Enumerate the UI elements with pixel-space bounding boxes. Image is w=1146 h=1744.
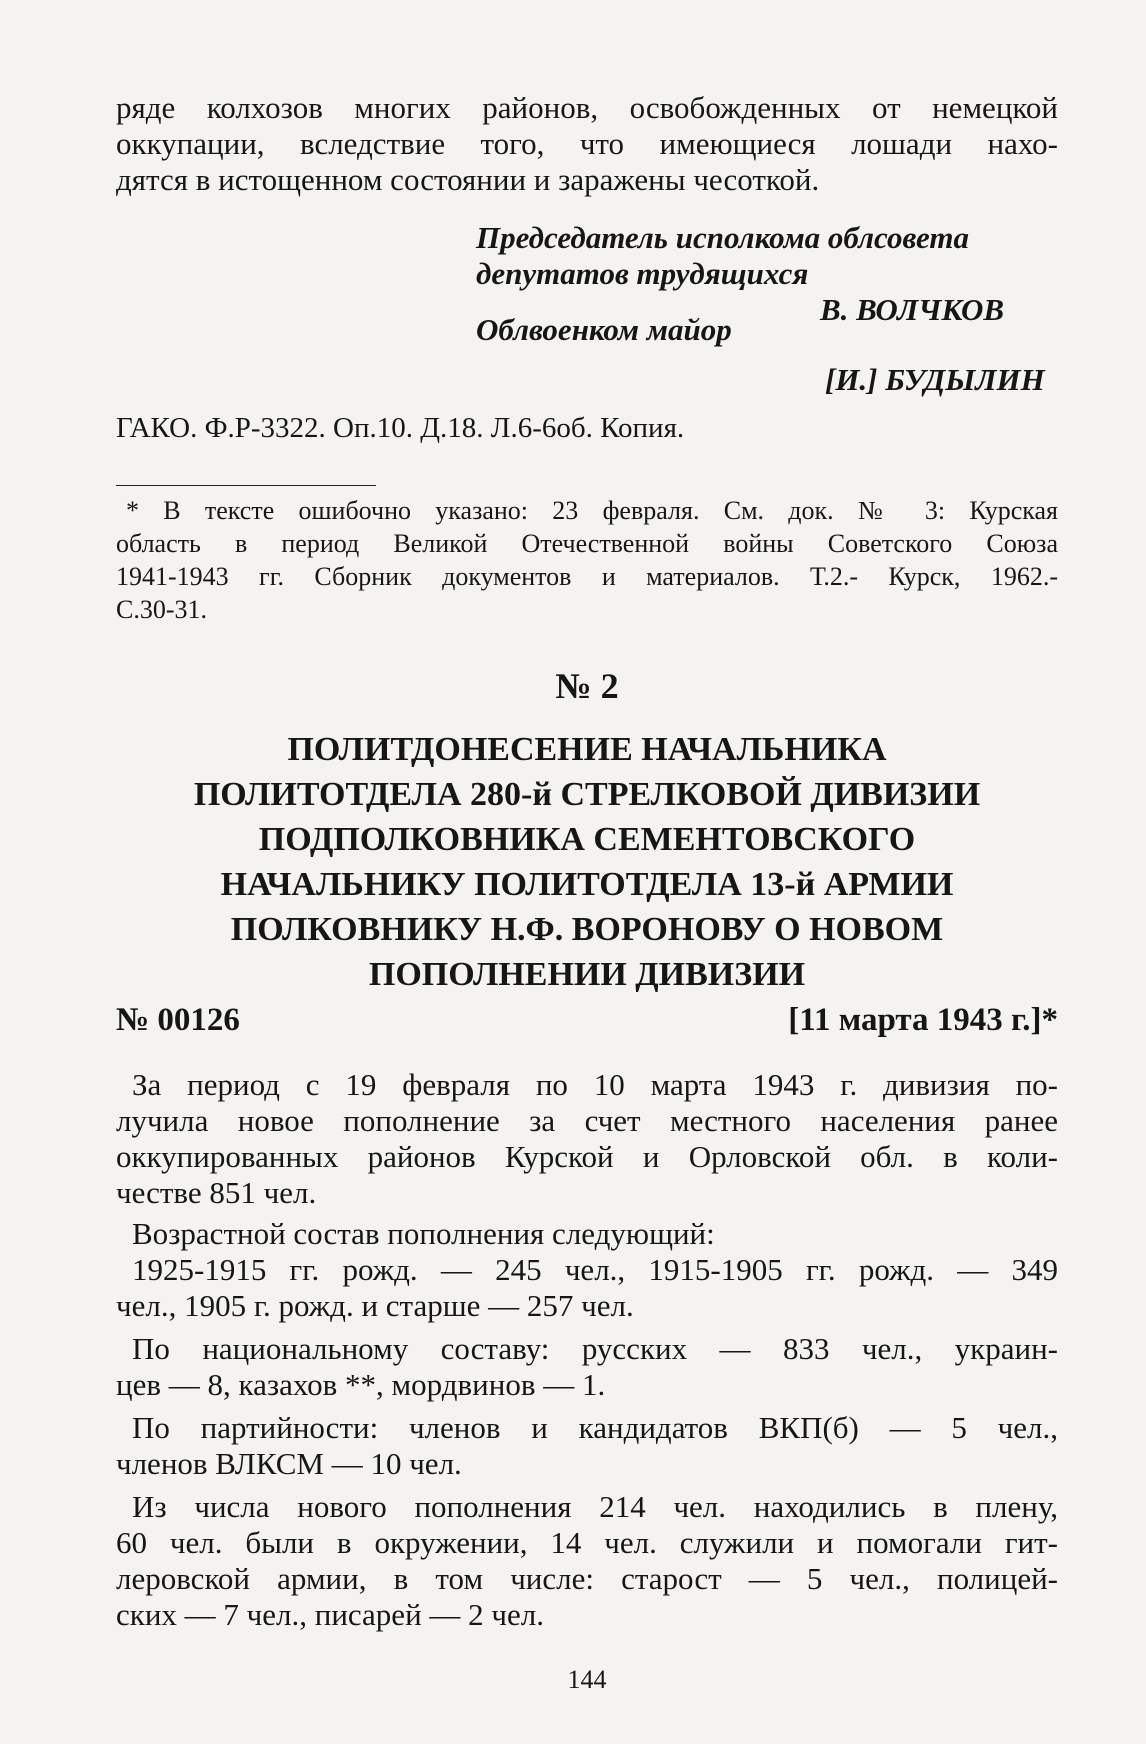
signature-name-1: В. ВОЛЧКОВ: [820, 292, 1005, 327]
title-line-2: ПОЛИТОТДЕЛА 280-й СТРЕЛКОВОЙ ДИВИЗИИ: [193, 776, 981, 813]
archive-reference: ГАКО. Ф.Р-3322. Оп.10. Д.18. Л.6-6об. Копия.: [116, 412, 685, 444]
title-line-4: НАЧАЛЬНИКУ ПОЛИТОТДЕЛА 13-й АРМИИ: [220, 866, 954, 903]
body-line-9: цев — 8, казахов **, мордвинов — 1.: [116, 1367, 606, 1402]
title-line-3: ПОДПОЛКОВНИКА СЕМЕНТОВСКОГО: [258, 821, 916, 858]
body-line-13: 60 чел. были в окружении, 14 чел. служили и помогали гит-: [116, 1525, 1058, 1560]
body-line-8: По национальному составу: русских — 833 чел., украин-: [132, 1331, 1058, 1366]
intro-line-1: ряде колхозов многих районов, освобожденных от немецкой: [116, 90, 1058, 125]
body-line-10: По партийности: членов и кандидатов ВКП(б) — 5 чел.,: [132, 1410, 1058, 1445]
intro-line-3: дятся в истощенном состоянии и заражены чесоткой.: [116, 162, 820, 197]
footnote-line-4: С.30-31.: [116, 595, 207, 624]
body-line-12: Из числа нового пополнения 214 чел. находились в плену,: [132, 1489, 1058, 1524]
title-line-6: ПОПОЛНЕНИИ ДИВИЗИИ: [368, 956, 806, 993]
intro-line-2: оккупации, вследствие того, что имеющиеся лошади нахо-: [116, 126, 1058, 161]
body-line-7: чел., 1905 г. рожд. и старше — 257 чел.: [116, 1288, 634, 1323]
body-line-6: 1925-1915 гг. рожд. — 245 чел., 1915-1905 гг. рожд. — 349: [132, 1252, 1058, 1287]
body-line-5: Возрастной состав пополнения следующий:: [132, 1216, 715, 1251]
body-line-11: членов ВЛКСМ — 10 чел.: [116, 1446, 462, 1481]
page-number: 144: [567, 1665, 607, 1694]
footnote-line-2: область в период Великой Отечественной войны Советского Союза: [116, 529, 1058, 558]
footnote-line-3: 1941-1943 гг. Сборник документов и материалов. Т.2.- Курск, 1962.-: [116, 562, 1058, 591]
body-line-3: оккупированных районов Курской и Орловской обл. в коли-: [116, 1139, 1058, 1174]
footnote-line-1: * В тексте ошибочно указано: 23 февраля. См. док. № 3: Курская: [126, 496, 1058, 525]
signature-name-2: [И.] БУДЫЛИН: [825, 362, 1045, 397]
body-line-2: лучила новое пополнение за счет местного населения ранее: [116, 1103, 1058, 1138]
body-line-15: ских — 7 чел., писарей — 2 чел.: [116, 1597, 544, 1632]
document-date: [11 марта 1943 г.]*: [788, 1002, 1058, 1038]
signature-title-2: Облвоенком майор: [476, 312, 732, 347]
document-number: № 2: [555, 666, 619, 706]
body-line-1: За период с 19 февраля по 10 марта 1943 г. дивизия по-: [132, 1067, 1058, 1102]
signature-title-1a: Председатель исполкома облсовета: [476, 220, 969, 255]
footnote-rule: [116, 485, 376, 486]
title-line-5: ПОЛКОВНИКУ Н.Ф. ВОРОНОВУ О НОВОМ: [230, 911, 944, 948]
body-line-14: леровской армии, в том числе: старост — 5 чел., полицей-: [116, 1561, 1058, 1596]
document-ref-number: № 00126: [116, 1002, 240, 1038]
signature-title-1b: депутатов трудящихся: [476, 256, 809, 291]
title-line-1: ПОЛИТДОНЕСЕНИЕ НАЧАЛЬНИКА: [287, 731, 887, 768]
body-line-4: честве 851 чел.: [116, 1175, 317, 1210]
